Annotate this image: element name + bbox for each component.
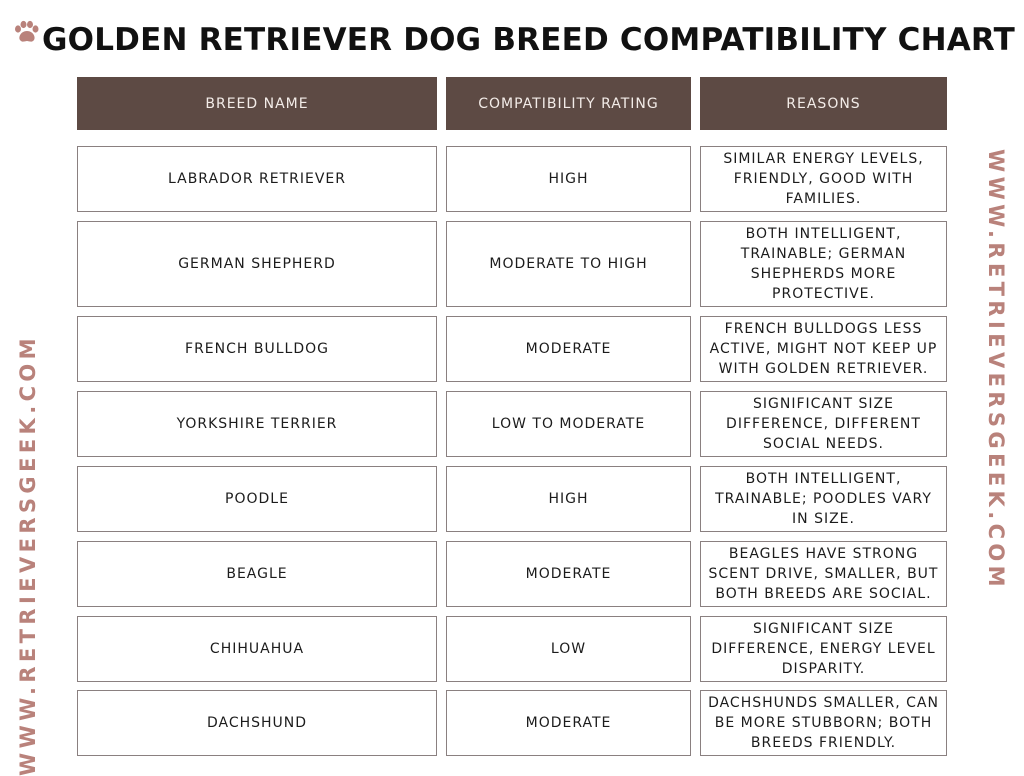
breed-cell: BEAGLE	[77, 541, 437, 607]
breed-cell: FRENCH BULLDOG	[77, 316, 437, 382]
page-title: GOLDEN RETRIEVER DOG BREED COMPATIBILITY CHART	[42, 22, 1015, 58]
reason-cell: BOTH INTELLIGENT, TRAINABLE; GERMAN SHEPHERDS MORE PROTECTIVE.	[700, 221, 947, 307]
reason-cell: SIMILAR ENERGY LEVELS, FRIENDLY, GOOD WITH FAMILIES.	[700, 146, 947, 212]
column-header-rating: COMPATIBILITY RATING	[446, 77, 691, 130]
rating-cell: MODERATE TO HIGH	[446, 221, 691, 307]
reason-cell: SIGNIFICANT SIZE DIFFERENCE, DIFFERENT SOCIAL NEEDS.	[700, 391, 947, 457]
rating-cell: MODERATE	[446, 690, 691, 756]
rating-cell: HIGH	[446, 146, 691, 212]
breed-cell: CHIHUAHUA	[77, 616, 437, 682]
breed-cell: LABRADOR RETRIEVER	[77, 146, 437, 212]
watermark-left: WWW.RETRIEVERSGEEK.COM	[16, 334, 40, 776]
breed-cell: POODLE	[77, 466, 437, 532]
rating-cell: MODERATE	[446, 316, 691, 382]
breed-cell: DACHSHUND	[77, 690, 437, 756]
paw-icon	[13, 20, 41, 46]
rating-cell: LOW TO MODERATE	[446, 391, 691, 457]
rating-cell: MODERATE	[446, 541, 691, 607]
reason-cell: BOTH INTELLIGENT, TRAINABLE; POODLES VARY IN SIZE.	[700, 466, 947, 532]
watermark-right: WWW.RETRIEVERSGEEK.COM	[984, 149, 1008, 591]
reason-cell: BEAGLES HAVE STRONG SCENT DRIVE, SMALLER, BUT BOTH BREEDS ARE SOCIAL.	[700, 541, 947, 607]
column-header-reasons: REASONS	[700, 77, 947, 130]
rating-cell: HIGH	[446, 466, 691, 532]
rating-cell: LOW	[446, 616, 691, 682]
reason-cell: SIGNIFICANT SIZE DIFFERENCE, ENERGY LEVEL DISPARITY.	[700, 616, 947, 682]
reason-cell: FRENCH BULLDOGS LESS ACTIVE, MIGHT NOT KEEP UP WITH GOLDEN RETRIEVER.	[700, 316, 947, 382]
breed-cell: YORKSHIRE TERRIER	[77, 391, 437, 457]
reason-cell: DACHSHUNDS SMALLER, CAN BE MORE STUBBORN; BOTH BREEDS FRIENDLY.	[700, 690, 947, 756]
column-header-breed: BREED NAME	[77, 77, 437, 130]
breed-cell: GERMAN SHEPHERD	[77, 221, 437, 307]
